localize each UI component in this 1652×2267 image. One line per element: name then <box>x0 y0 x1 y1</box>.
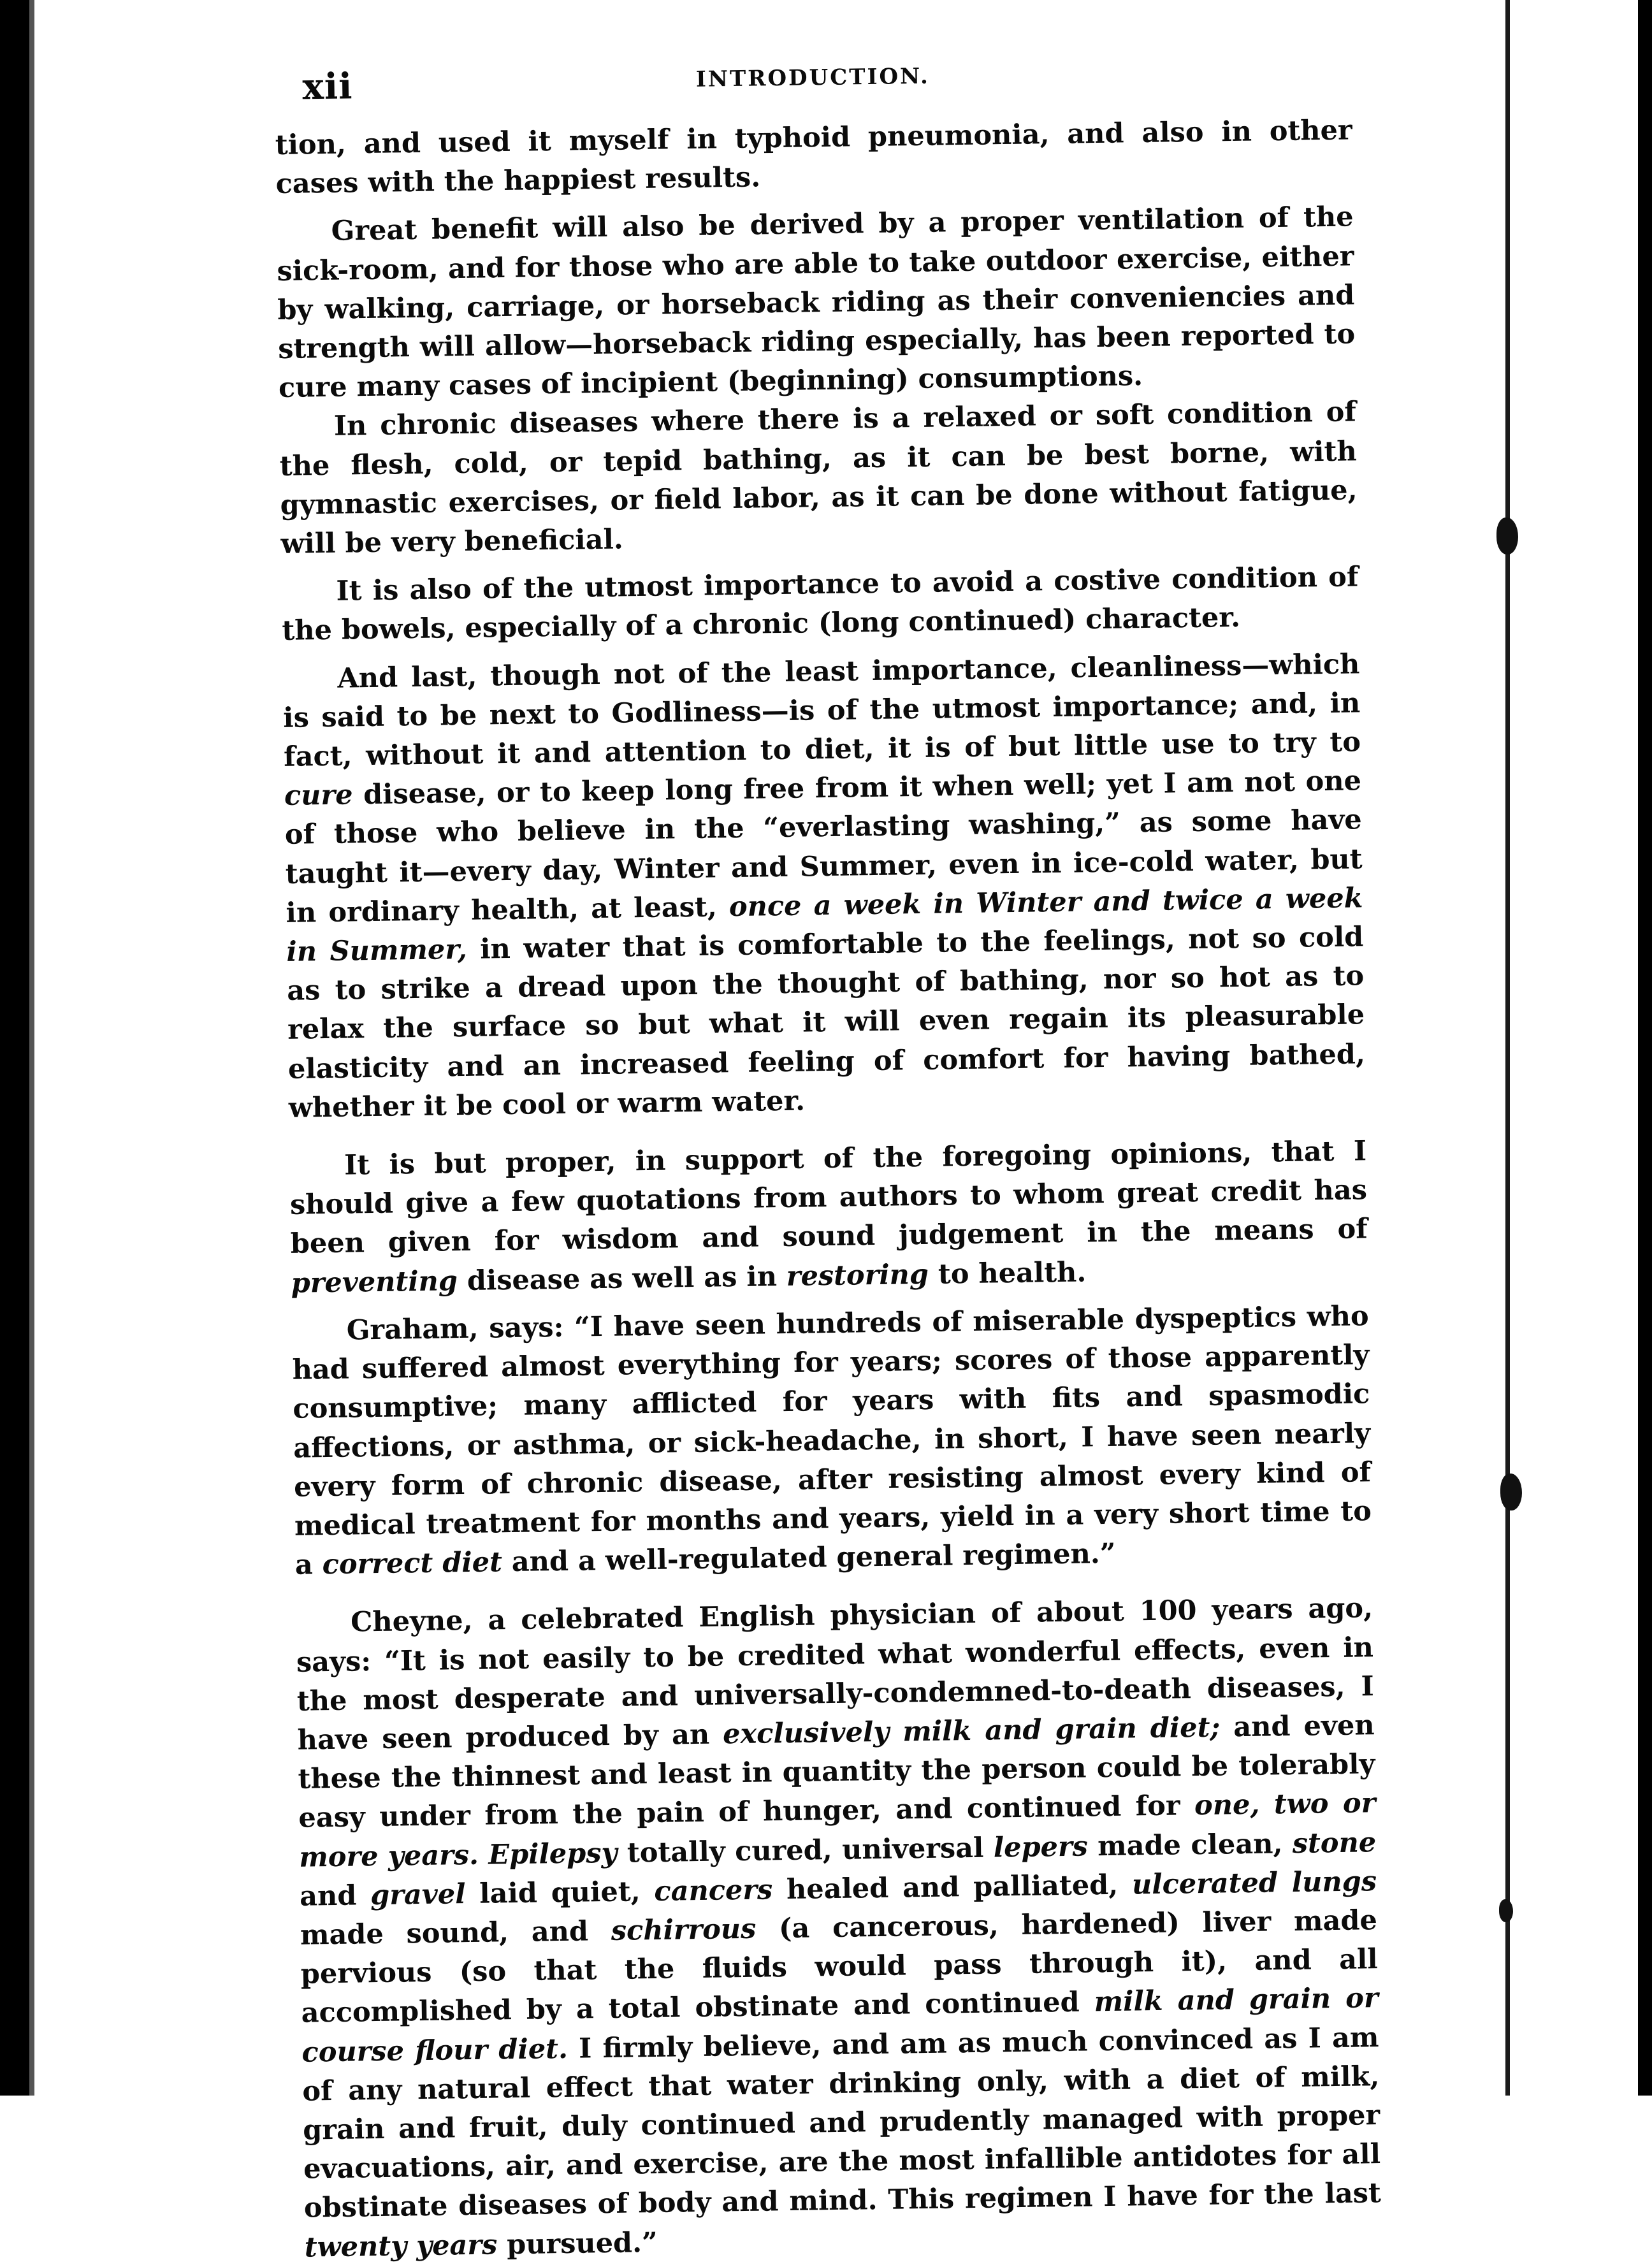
running-title: INTRODUCTION. <box>695 63 931 92</box>
text-run: (a cancerous, hardened) liver made pervious (so that the fluids would pass through it), and all accomplished by a total obstinate and continued <box>300 1904 1379 2030</box>
paragraph <box>291 1297 1372 1585</box>
text-run: and a well-regulated general regimen.” <box>502 1537 1116 1579</box>
body-text <box>275 111 1382 2267</box>
page-number: xii <box>302 65 353 108</box>
text-run: disease as well as in <box>457 1260 787 1297</box>
text-run: pursued.” <box>496 2226 658 2261</box>
italic-text: twenty years <box>304 2229 498 2264</box>
text-run: It is but proper, in support of the foregoing opinions, that I should give a few quotations from authors to whom great credit has been given for wisdom and sound judgement in the means of <box>289 1135 1368 1261</box>
text-run: made clean, <box>1087 1827 1293 1862</box>
paragraph <box>289 1132 1368 1303</box>
italic-text: correct diet <box>322 1546 503 1581</box>
italic-text: one, two or more years. Epilepsy <box>298 1787 1376 1874</box>
text-run: In chronic diseases where there is a relaxed or soft condition of the flesh, cold, or tepid bathing, as it can be best borne, with gymnastic exercises, or field labor, as it can be done without fatigue, will be very beneficial. <box>279 396 1358 560</box>
italic-text: lepers <box>993 1830 1089 1864</box>
paragraph <box>276 198 1356 409</box>
text-run: Graham, says: “I have seen hundreds of miserable dyspeptics who had suffered almost everything for years; scores of those apparently consumptive; many afflicted for years with fits and spasmodic affections, or asthma, or sick-headache, in short, I have seen nearly every form of chronic disease, after resisting almost every kind of medical treatment for months and years, yield in a very short time to a <box>292 1300 1372 1581</box>
paragraph <box>282 645 1366 1128</box>
scan-left-border <box>0 0 29 2096</box>
italic-text: cure <box>284 779 353 813</box>
paragraph <box>296 1589 1382 2267</box>
text-run: tion, and used it myself in typhoid pneumonia, and also in other cases with the happiest results. <box>275 114 1352 201</box>
italic-text: once a week in Winter and twice a week in Summer, <box>286 882 1363 968</box>
italic-text: stone <box>1292 1826 1377 1860</box>
scan-right-border <box>1638 0 1652 2096</box>
italic-text: gravel <box>370 1878 466 1911</box>
scan-gutter-line <box>1505 0 1510 2096</box>
text-run: and even these the thinnest and least in quantity the person could be tolerably easy under from the pain of hunger, and continued for <box>298 1709 1375 1835</box>
italic-text: ulcerated lungs <box>1131 1865 1377 1901</box>
italic-text: milk and grain or course flour diet. <box>301 1982 1379 2069</box>
binding-mark-lower <box>1499 1899 1513 1922</box>
italic-text: cancers <box>654 1874 773 1908</box>
paragraph <box>275 111 1353 204</box>
text-run: Cheyne, a celebrated English physician of about 100 years ago, says: “It is not easily to be credited what wonderful effects, even in the most desperate and universally-condemned-to-death diseases, I have seen produced by an <box>296 1592 1375 1756</box>
text-run: And last, though not of the least importance, cleanliness—which is said to be next to Godliness—is of the utmost importance; and, in fact, without it and attention to diet, it is of but little use to try to <box>282 648 1361 773</box>
text-run: to health. <box>928 1256 1087 1291</box>
book-page <box>274 48 1382 2264</box>
italic-text: preventing <box>291 1264 458 1300</box>
text-run: disease, or to keep long free from it when well; yet I am not one of those who believe in the “everlasting washing,” as some have taught it—every day, Winter and Summer, even in ice-cold water, but in ordinary health, at least, <box>284 765 1363 929</box>
text-run: healed and palliated, <box>772 1869 1133 1906</box>
binding-mark-middle <box>1500 1474 1522 1510</box>
italic-text: exclusively milk and grain diet; <box>722 1711 1221 1751</box>
scan-left-shadow <box>29 0 34 2096</box>
running-head <box>274 48 1352 115</box>
paragraph <box>279 393 1358 564</box>
text-run: and <box>299 1879 371 1913</box>
italic-text: restoring <box>786 1258 929 1293</box>
binding-mark-upper <box>1496 518 1518 554</box>
text-run: laid quiet, <box>465 1875 655 1910</box>
text-run: I firmly believe, and am as much convinced as I am of any natural effect that water drinking only, with a diet of milk, grain and fruit, duly continued and prudently managed with proper evacuations, air, and exercise, are the most infallible antidotes for all obstinate diseases of body and mind. This regimen I have for the last <box>302 2021 1382 2225</box>
text-run: in water that is comfortable to the feelings, not so cold as to strike a dread upon the thought of bathing, nor so hot as to relax the surface so but what it will even regain its pleasurable elasticity and an increased feeling of comfort for having bathed, whether it be cool or warm water. <box>286 921 1366 1124</box>
paragraph <box>281 558 1359 651</box>
text-run: made sound, and <box>300 1915 612 1952</box>
text-run: totally cured, universal <box>617 1832 994 1869</box>
text-run: Great benefit will also be derived by a proper ventilation of the sick-room, and for those who are able to take outdoor exercise, either by walking, carriage, or horseback riding as their conveniencies and strength will allow—horseback riding especially, has been reported to cure many cases of incipient (beginning) consumptions. <box>277 201 1356 405</box>
text-run: It is also of the utmost importance to avoid a costive condition of the bowels, especially of a chronic (long continued) character. <box>282 561 1359 648</box>
italic-text: schirrous <box>611 1913 757 1947</box>
